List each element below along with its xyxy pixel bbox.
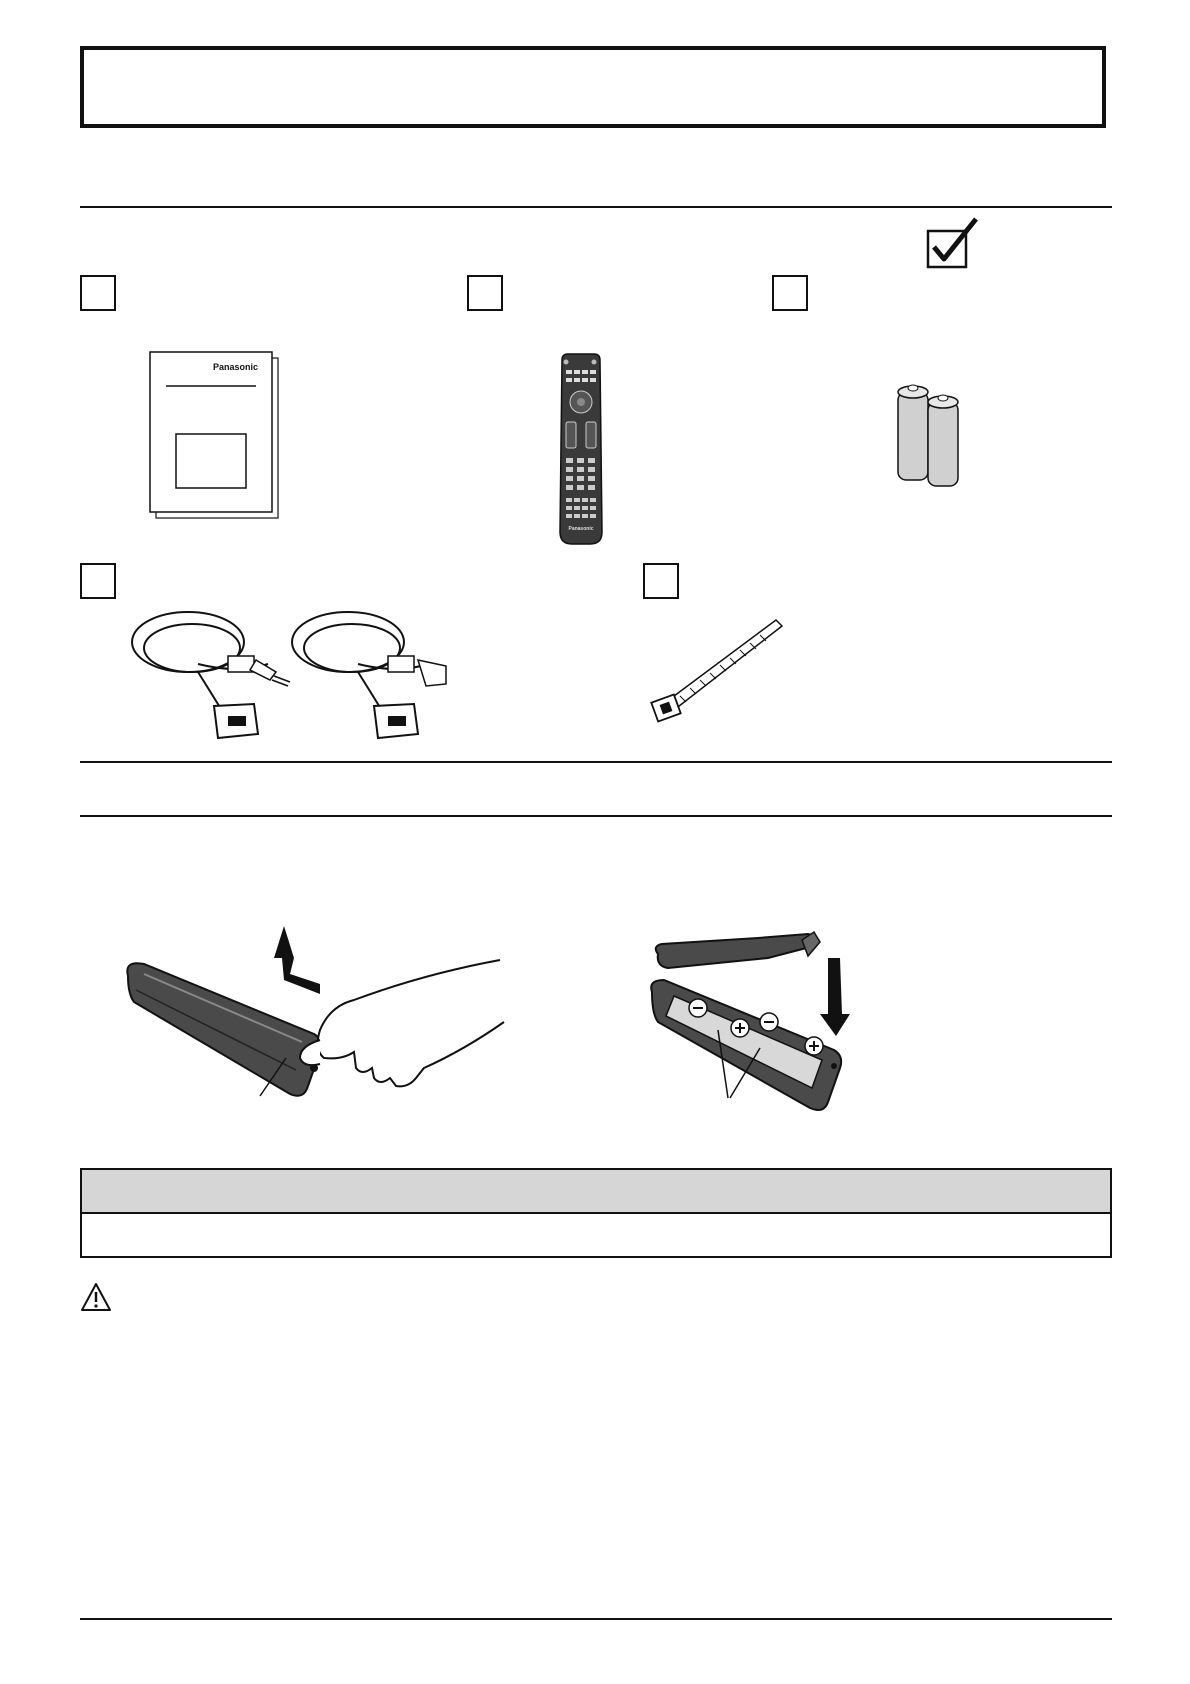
item-checkbox-batteries[interactable] — [772, 275, 808, 311]
title-box — [80, 46, 1106, 128]
battery-section-rule — [80, 815, 1112, 817]
insert-batteries-illustration — [648, 918, 874, 1114]
item-checkbox-power-cords[interactable] — [80, 563, 116, 599]
item-checkbox-cable-tie[interactable] — [643, 563, 679, 599]
manual-book-icon — [150, 352, 280, 520]
cable-tie-icon — [650, 618, 784, 722]
batteries-icon — [896, 380, 962, 488]
manual-brand-label: Panasonic — [212, 362, 258, 372]
footer-rule — [80, 1618, 1112, 1620]
manual-illustration — [150, 352, 280, 520]
note-body-box — [80, 1212, 1112, 1258]
remote-control-icon — [558, 354, 604, 546]
check-icon — [926, 217, 986, 269]
power-cords-icon — [128, 604, 478, 746]
remove-cover-illustration — [124, 918, 508, 1100]
remote-brand-label: Panasonic — [568, 526, 594, 532]
note-header-box — [80, 1168, 1112, 1214]
item-checkbox-remote[interactable] — [467, 275, 503, 311]
section-rule-top — [80, 206, 1112, 208]
warning-triangle-icon — [80, 1282, 112, 1312]
section-rule-bottom — [80, 761, 1112, 763]
remote-illustration — [558, 354, 604, 546]
item-checkbox-manual[interactable] — [80, 275, 116, 311]
